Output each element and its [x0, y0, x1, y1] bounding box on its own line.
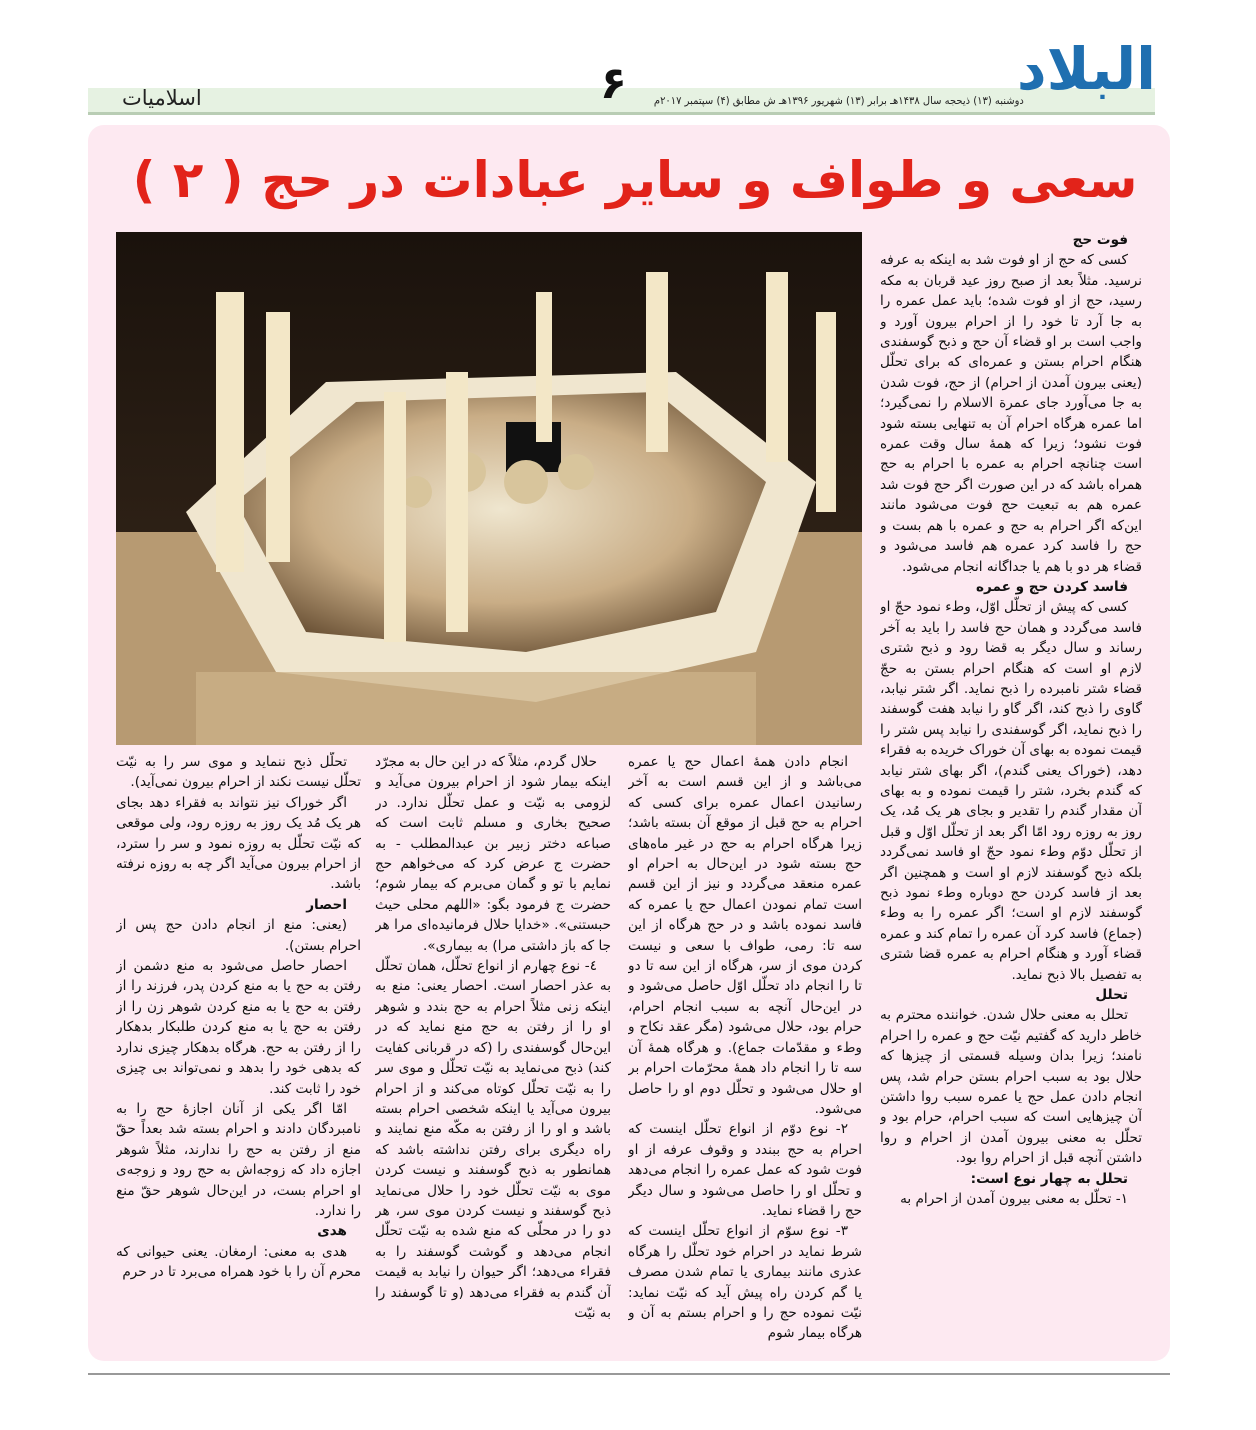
article-column-1	[880, 230, 1142, 1340]
section-name: اسلامیات	[122, 86, 202, 110]
paragraph: ۱- تحلّل به معنی بیرون آمدن از احرام به	[900, 1191, 1128, 1208]
paragraph: ۳- نوع سوّم از انواع تحلّل اینست که شرط نماید در احرام خود تحلّل را هرگاه عذری مانند بیماری یا تمام شدن مصرف یا گم کردن راه پیش آید که نیّت نماید: نیّت نموده حج را و احرام بستم به آن و هرگاه بیمار شوم	[628, 1223, 862, 1342]
dateline: دوشنبه (۱۳) ذیحجه سال ۱۴۳۸هـ برابر (۱۳) شهریور ۱۳۹۶هـ ش مطابق (۴) سپتمبر ۲۰۱۷م	[654, 95, 1024, 107]
paragraph: احصار حاصل می‌شود به منع دشمن از رفتن به حج یا به منع کردن پدر، فرزند را از رفتن به حج یا به منع کردن شوهر زن را از رفتن به حج یا به منع کردن طلبکار بدهکار را از رفتن به حج. هرگاه بدهکار چیزی ندارد که بدهی خود را بدهد و نمی‌تواند بی چیزی خود را ثابت کند.	[116, 958, 361, 1097]
article-title-wrap	[120, 140, 1150, 220]
paragraph: انجام دادن همهٔ اعمال حج یا عمره می‌باشد و از این قسم است به آخر رسانیدن اعمال عمره برای کسی که احرام به حج قبل از موقع آن بسته باشد؛ زیرا هرگاه احرام به حج در غیر ماه‌های حج بسته شود در این‌حال به احرام او عمره منعقد می‌گردد و نیز از این قسم است تمام نمودن اعمال حج یا عمره که فاسد نموده باشد و در حج هرگاه از این سه تا: رمی، طواف با سعی و نیست کردن موی از سر، هرگاه از این سه تا دو تا را انجام داد تحلّل اوّل حاصل می‌شود و در این‌حال آنچه به سبب انجام احرام، حرام بود، حلال می‌شود (مگر عقد نکاح و وطء و مقدّمات جماع). و هرگاه همهٔ آن سه تا را انجام داد همهٔ محرّمات احرام بر او حلال می‌شود و تحلّل دوم او را حاصل می‌شود.	[628, 754, 862, 1117]
paragraph: کسی که حج از او فوت شد به اینکه به عرفه نرسید. مثلاً بعد از صبح روز عید قربان به مکه رسید، حج از او فوت شده؛ باید عمل عمره را به جا آرد تا خود را از احرام بیرون آورد و واجب است بر او قضاء آن حج و ذبح گوسفندی هنگام احرام بستن و عمره‌ای که برای تحلّل (یعنی بیرون آمدن از احرام) از حج، فوت شدن به جا می‌آورد جای عمرة الاسلام را نمی‌گیرد؛ اما عمره هرگاه احرام آن به تنهایی بسته شود فوت نشود؛ زیرا که همهٔ سال وقت عمره است چنانچه احرام به عمره با احرام به حج همراه باشد که در این صورت اگر حج فوت شد عمره هم به تبعیت حج فوت می‌شود مانند این‌که اگر احرام به حج و عمره با هم بست و حج را فاسد کرد عمره هم فاسد می‌شود و قضاء هر دو با هم یا جداگانه انجام می‌شود.	[880, 252, 1142, 575]
article-column-2	[628, 752, 862, 1347]
paragraph: ٤- نوع چهارم از انواع تحلّل، همان تحلّل به عذر احصار است. احصار یعنی: منع به اینکه زنی مثلاً احرام به حج بندد و شوهر او را از رفتن به حج منع نماید که در این‌حال گوسفندی را (که در قربانی کفایت کند) ذبح می‌نماید به نیّت تحلّل و موی سر را به نیّت تحلّل کوتاه می‌کند و از احرام بیرون می‌آید یا اینکه شخصی احرام بسته باشد و او را از رفتن به مکّه منع نمایند و راه دیگری برای رفتن نداشته باشد که همانطور به ذبح گوسفند و نیست کردن موی به نیّت تحلّل خود را حلال می‌نماید ذبح گوسفند و نیست کردن موی سر، هر دو را در محلّی که منع شده به نیّت تحلّل انجام می‌دهد و گوشت گوسفند را به فقراء می‌دهد؛ اگر حیوان را نیابد به قیمت آن گندم به فقراء می‌دهد (و تا گوسفند را به نیّت	[375, 958, 611, 1321]
newspaper-logo: البلاد	[1016, 35, 1156, 103]
paragraph: حلال گردم، مثلاً که در این حال به مجرّد اینکه بیمار شود از احرام بیرون می‌آید و لزومی به نیّت و عمل تحلّل ندارد. در صحیح بخاری و مسلم ثابت است که صباعه دختر زبیر بن عبدالمطلب - به حضرت ج عرض کرد که می‌خواهم حج نمایم با تو و گمان می‌برم که بیمار شوم؛ حضرت ج فرمود بگو: «اللهم محلی حیث حبستنی». «خدایا حلال فرمانیده‌ای مرا هر جا که باز داشتی مرا) به بیماری».	[375, 754, 611, 954]
subheading: تحلل	[1095, 987, 1128, 1004]
paragraph: ۲- نوع دوّم از انواع تحلّل اینست که احرام به حج ببندد و وقوف عرفه از او فوت شود که عمل عمره را انجام می‌دهد و تحلّل او را حاصل می‌شود و سال دیگر حج را قضاء نماید.	[628, 1121, 862, 1219]
mosque-illustration	[116, 232, 862, 745]
subheading: فوت حج	[1072, 232, 1128, 248]
paragraph: تحلل به معنی حلال شدن. خواننده محترم به خاطر دارید که گفتیم نیّت حج و عمره را احرام نامند؛ زیرا بدان وسیله قسمتی از چیزها که حلال بود به سبب احرام بستن حرام شد، پس انجام دادن عمل حج یا عمره سبب روا داشتن آن چیزهایی است که سبب احرام، حرام بود و تحلّل به معنی بیرون آمدن از احرام و روا داشتن آنچه قبل از احرام روا بود.	[880, 1007, 1142, 1167]
paragraph: امّا اگر یکی از آنان اجازهٔ حج را به نامبردگان دادند و احرام بسته شد بعداً حقّ منع از رفتن به حج را ندارند، مثلاً شوهر اجازه داد که زوجه‌اش به حج رود و زوجه‌ی او احرام بست، در این‌حال شوهر حقّ منع را ندارد.	[116, 1100, 361, 1219]
subheading: احصار	[306, 896, 347, 913]
article-column-3	[375, 752, 611, 1347]
page-number: ۶	[600, 58, 627, 109]
subheading: هدی	[317, 1223, 347, 1240]
paragraph: هدی به معنی: ارمغان. یعنی حیوانی که محرم آن را با خود همراه می‌برد تا در حرم	[116, 1243, 361, 1281]
article-photo-masjid-al-haram	[116, 232, 862, 745]
paragraph: تحلّل ذبح ننماید و موی سر را به نیّت تحلّل نیست نکند از احرام بیرون نمی‌آید).	[116, 754, 361, 791]
subheading: تحلل به چهار نوع است:	[970, 1170, 1128, 1187]
paragraph: کسی که پیش از تحلّل اوّل، وطء نمود حجّ او فاسد می‌گردد و همان حج فاسد را باید به آخر رساند و سال دیگر به قضا رود و ذبح شتری لازم او است که هنگام احرام بستن به حجّ قضاء شتر نامبرده را ذبح نماید. اگر شتر نیابد، گاوی را ذبح کند، اگر گاو را نیابد هفت گوسفند را ذبح نماید، اگر گوسفندی را نیابد پس شتر را قیمت نموده به بهای آن خوراک خریده به فقراء دهد، (خوراک یعنی گندم)، اگر بهای شتر نیابد که گندم بخرد، شتر را قیمت نموده و به بهای آن مقدار گندم را تقدیر و بجای هر یک مُد، یک روز به روزه رود امّا اگر بعد از تحلّل اوّل و قبل از تحلّل دوّم وطء نمود حجّ او فاسد نمی‌گردد بلکه ذبح گوسفند لازم او است و همچنین اگر بعد از فاسد کردن حج دوباره وطء نمود ذبح گوسفند لازم او است؛ اگر عمره را به وطء (جماع) فاسد کرد آن عمره را تمام کند و عمره قضاء آورد و هنگام احرام به عمره قضا شتری به تفصیل بالا ذبح نماید.	[880, 599, 1142, 983]
paragraph: (یعنی: منع از انجام دادن حج پس از احرام بستن).	[116, 917, 361, 954]
paragraph: اگر خوراک نیز نتواند به فقراء دهد بجای هر یک مُد یک روز به روزه رود، ولی موقعی که نیّت تحلّل به روزه نمود و سر را سترد، از احرام بیرون می‌آید اگر چه به روزه نرفته باشد.	[116, 794, 361, 893]
article-column-4	[116, 752, 361, 1347]
article-title: سعی و طواف و سایر عبادات در حج ( ۲ )	[132, 151, 1138, 209]
subheading: فاسد کردن حج و عمره	[975, 578, 1128, 595]
bottom-rule	[88, 1373, 1170, 1375]
